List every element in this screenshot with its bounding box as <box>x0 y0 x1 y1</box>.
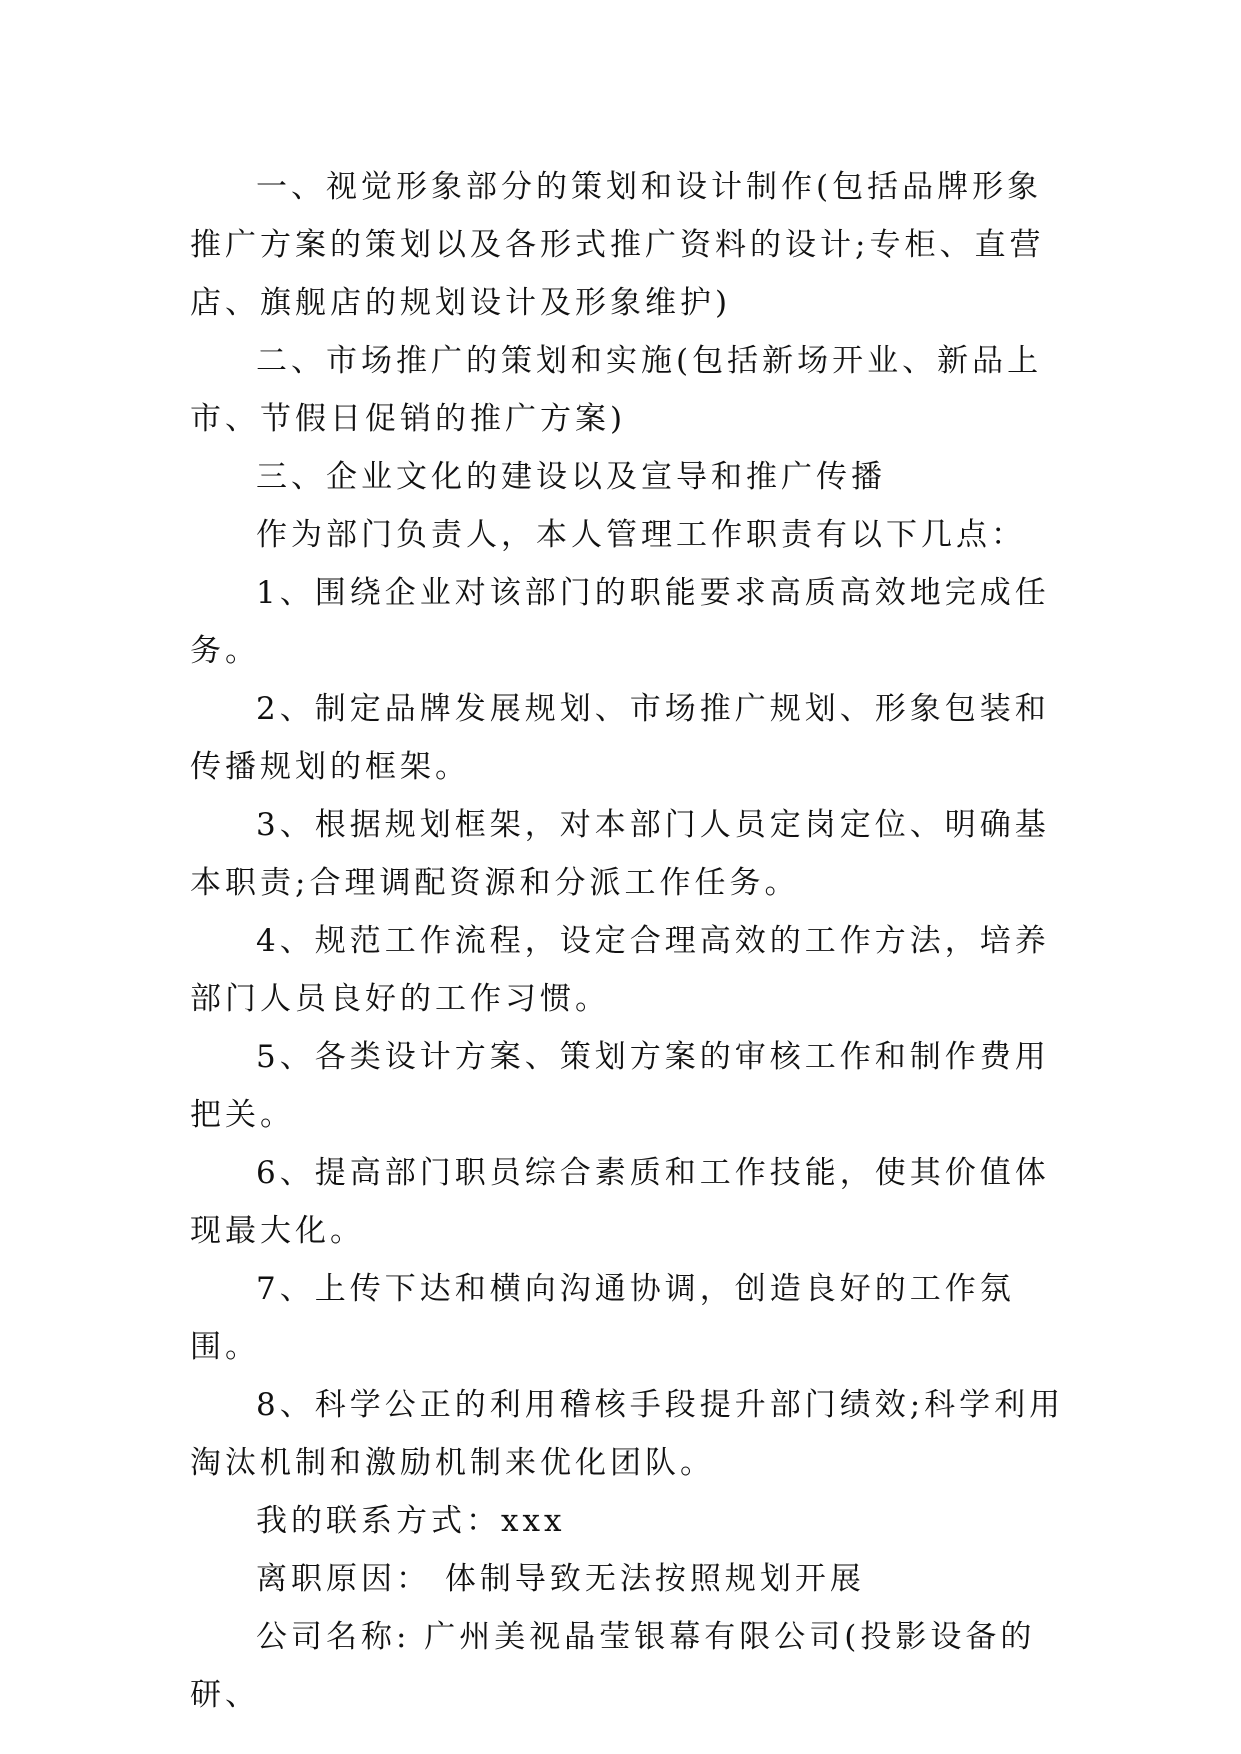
paragraph-corporate-culture: 三、企业文化的建设以及宣导和推广传播 <box>256 459 886 495</box>
paragraph-duties-intro: 作为部门负责人，本人管理工作职责有以下几点： <box>256 517 1026 553</box>
paragraph-visual-image: 一、视觉形象部分的策划和设计制作(包括品牌形象推广方案的策划以及各形式推广资料的设计;专柜、直营店、旗舰店的规划设计及形象维护) <box>190 169 1045 321</box>
paragraph-leaving-reason: 离职原因： 体制导致无法按照规划开展 <box>256 1561 865 1597</box>
paragraph-duty-4: 4、规范工作流程，设定合理高效的工作方法，培养部门人员良好的工作习惯。 <box>190 923 1050 1017</box>
paragraph-duty-6: 6、提高部门职员综合素质和工作技能，使其价值体现最大化。 <box>190 1155 1050 1249</box>
paragraph-duty-8: 8、科学公正的利用稽核手段提升部门绩效;科学利用淘汰机制和激励机制来优化团队。 <box>190 1387 1065 1481</box>
paragraph-contact: 我的联系方式：xxx <box>256 1503 566 1539</box>
paragraph-duty-1: 1、围绕企业对该部门的职能要求高质高效地完成任务。 <box>190 575 1050 669</box>
paragraph-duty-7: 7、上传下达和横向沟通协调，创造良好的工作氛围。 <box>190 1271 1015 1365</box>
paragraph-duty-2: 2、制定品牌发展规划、市场推广规划、形象包装和传播规划的框架。 <box>190 691 1050 785</box>
paragraph-duty-5: 5、各类设计方案、策划方案的审核工作和制作费用把关。 <box>190 1039 1050 1133</box>
paragraph-duty-3: 3、根据规划框架，对本部门人员定岗定位、明确基本职责;合理调配资源和分派工作任务。 <box>190 807 1050 901</box>
paragraph-company-name: 公司名称: 广州美视晶莹银幕有限公司(投影设备的研、 <box>190 1619 1036 1713</box>
document-body <box>190 158 1070 1724</box>
paragraph-market-promotion: 二、市场推广的策划和实施(包括新场开业、新品上市、节假日促销的推广方案) <box>190 343 1043 437</box>
